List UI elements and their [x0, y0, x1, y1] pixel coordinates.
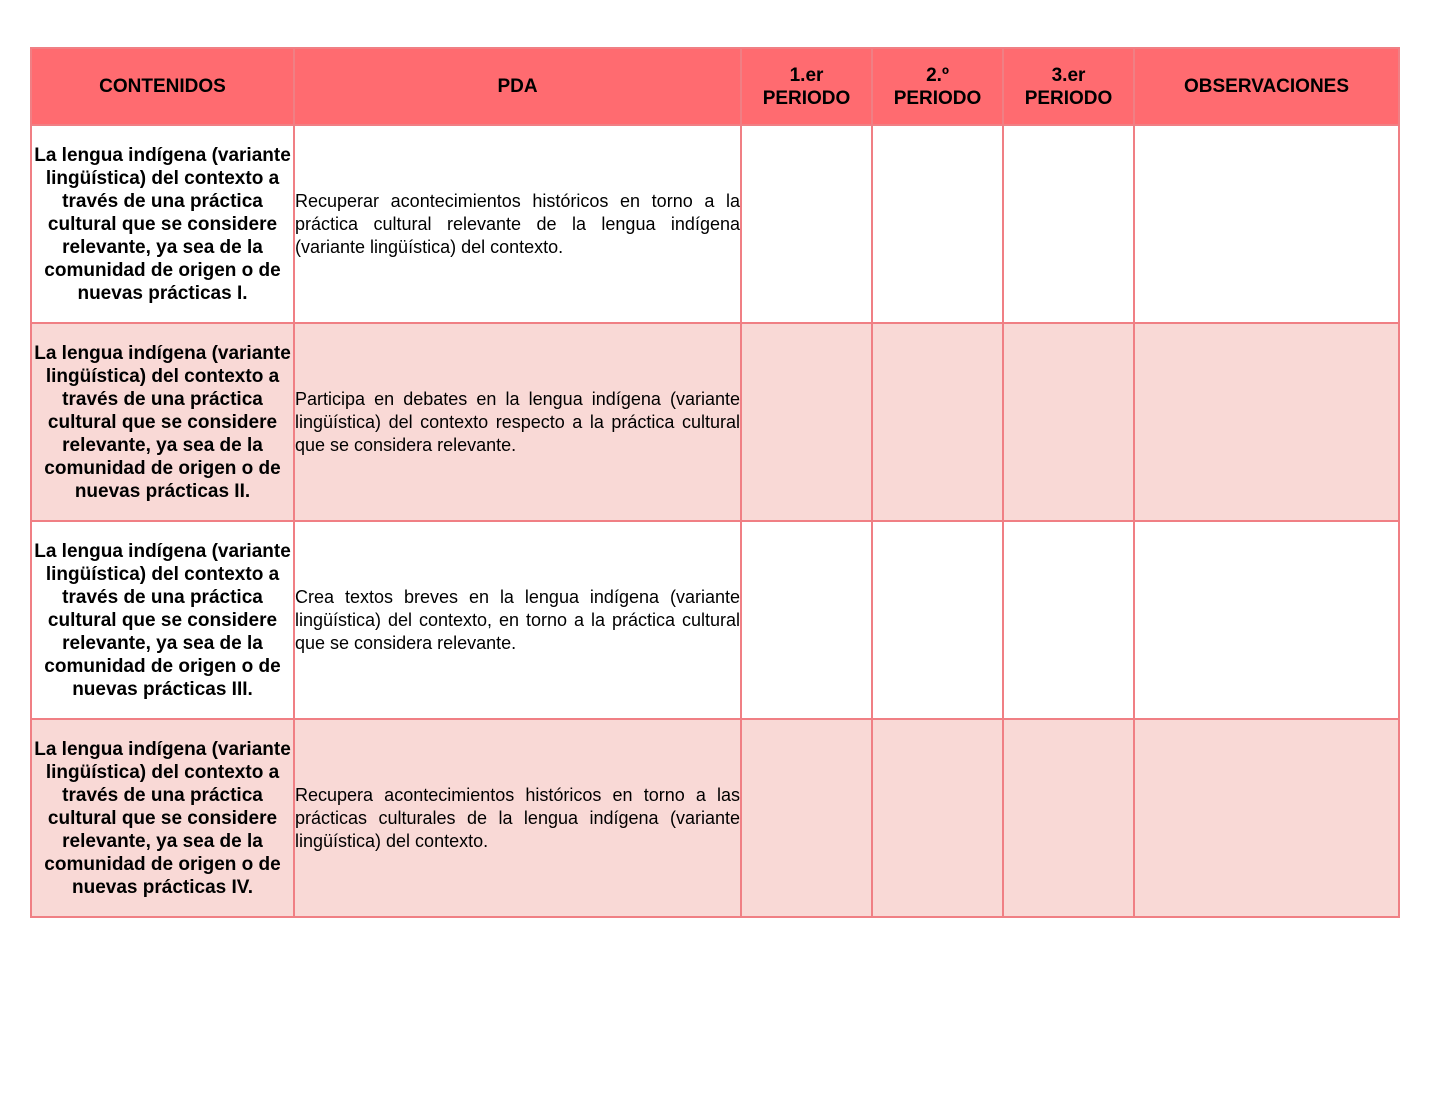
contenido-cell: La lengua indígena (variante lingüística) del contexto a través de una práctica cultural que se considere relevante, ya sea de la comunidad de origen o de nuevas prácticas I. — [31, 125, 294, 323]
header-periodo-2-ordinal: 2.º — [926, 64, 949, 86]
table-row — [31, 719, 1399, 917]
periodo-3-cell[interactable] — [1003, 323, 1134, 521]
observaciones-cell[interactable] — [1134, 323, 1399, 521]
header-periodo-1-label: PERIODO — [762, 87, 851, 109]
periodo-1-cell[interactable] — [741, 521, 872, 719]
contenido-cell: La lengua indígena (variante lingüística) del contexto a través de una práctica cultural que se considere relevante, ya sea de la comunidad de origen o de nuevas prácticas IV. — [31, 719, 294, 917]
header-periodo-1-ordinal: 1.er — [789, 64, 824, 86]
periodo-2-cell[interactable] — [872, 521, 1003, 719]
contenido-cell: La lengua indígena (variante lingüística) del contexto a través de una práctica cultural que se considere relevante, ya sea de la comunidad de origen o de nuevas prácticas II. — [31, 323, 294, 521]
periodo-1-cell[interactable] — [741, 323, 872, 521]
table-row — [31, 125, 1399, 323]
pda-cell: Recuperar acontecimientos históricos en torno a la práctica cultural relevante de la lengua indígena (variante lingüística) del contexto. — [294, 125, 741, 323]
pda-cell: Recupera acontecimientos históricos en torno a las prácticas culturales de la lengua indígena (variante lingüística) del contexto. — [294, 719, 741, 917]
header-periodo-2-label: PERIODO — [893, 87, 982, 109]
periodo-1-cell[interactable] — [741, 125, 872, 323]
periodo-2-cell[interactable] — [872, 125, 1003, 323]
header-periodo-3-label: PERIODO — [1024, 87, 1113, 109]
header-observaciones: OBSERVACIONES — [1134, 48, 1399, 125]
periodo-2-cell[interactable] — [872, 323, 1003, 521]
observaciones-cell[interactable] — [1134, 125, 1399, 323]
contenido-cell: La lengua indígena (variante lingüística) del contexto a través de una práctica cultural que se considere relevante, ya sea de la comunidad de origen o de nuevas prácticas III. — [31, 521, 294, 719]
header-periodo-1 — [741, 48, 872, 125]
observaciones-cell[interactable] — [1134, 521, 1399, 719]
header-periodo-3-ordinal: 3.er — [1051, 64, 1086, 86]
periodo-3-cell[interactable] — [1003, 719, 1134, 917]
pda-cell: Crea textos breves en la lengua indígena (variante lingüística) del contexto, en torno a la práctica cultural que se considera relevante. — [294, 521, 741, 719]
table-row — [31, 323, 1399, 521]
header-pda: PDA — [294, 48, 741, 125]
table-row — [31, 521, 1399, 719]
periodo-3-cell[interactable] — [1003, 521, 1134, 719]
evaluation-table — [30, 47, 1400, 918]
periodo-3-cell[interactable] — [1003, 125, 1134, 323]
pda-cell: Participa en debates en la lengua indígena (variante lingüística) del contexto respecto a la práctica cultural que se considera relevante. — [294, 323, 741, 521]
header-periodo-3 — [1003, 48, 1134, 125]
observaciones-cell[interactable] — [1134, 719, 1399, 917]
header-row — [31, 48, 1399, 125]
periodo-1-cell[interactable] — [741, 719, 872, 917]
periodo-2-cell[interactable] — [872, 719, 1003, 917]
header-periodo-2 — [872, 48, 1003, 125]
header-contenidos: CONTENIDOS — [31, 48, 294, 125]
